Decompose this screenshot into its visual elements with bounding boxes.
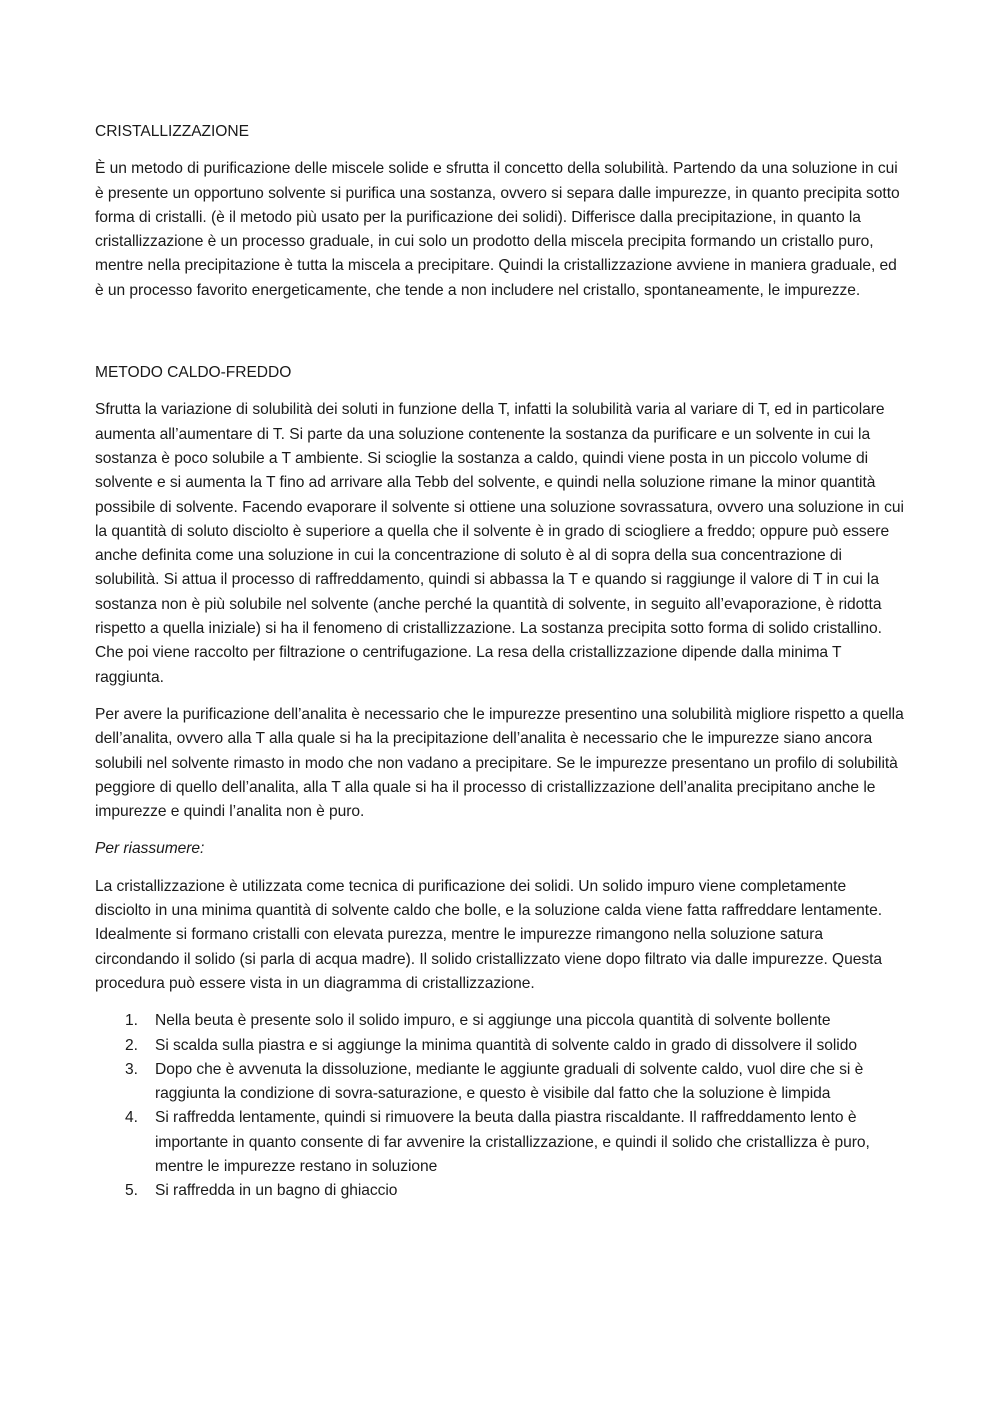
list-item-number: 3. [125, 1060, 138, 1078]
section-title-metodo-caldo-freddo: METODO CALDO-FREDDO [95, 364, 292, 382]
section-title-cristallizzazione: CRISTALLIZZAZIONE [95, 123, 249, 140]
list-item [95, 1009, 904, 1033]
list-item [95, 1179, 904, 1203]
list-item-text: Dopo che è avvenuta la dissoluzione, mediante le aggiunte graduali di solvente caldo, vuol dire che si è raggiunta la condizione di sovra-saturazione, e questo è visibile dal fatto che la soluzione è limpida [155, 1060, 864, 1103]
list-item [95, 1106, 904, 1179]
list-item-text: Si scalda sulla piastra e si aggiunge la minima quantità di solvente caldo in grado di dissolvere il solido [155, 1036, 857, 1054]
list-item-number: 2. [125, 1036, 138, 1054]
intro-paragraph: È un metodo di purificazione delle miscele solide e sfrutta il concetto della solubilità. Partendo da una soluzione in cui è presente un opportuno solvente si purifica una sostanza, ovvero si separa dalle impurezze, in quanto precipita sotto forma di cristalli. (è il metodo più usato per la purificazione dei solidi). Differisce dalla precipitazione, in quanto la cristallizzazione è un processo graduale, in cui solo un prodotto della miscela precipita formando un cristallo puro, mentre nella precipitazione è tutta la miscela a precipitare. Quindi la cristallizzazione avviene in maniera graduale, ed è un processo favorito energeticamente, che tende a non includere nel cristallo, spontaneamente, le impurezze. [95, 160, 900, 299]
list-item [95, 1058, 904, 1107]
list-item-text: Nella beuta è presente solo il solido impuro, e si aggiunge una piccola quantità di solvente bollente [155, 1012, 831, 1030]
list-item-text: Si raffredda lentamente, quindi si rimuovere la beuta dalla piastra riscaldante. Il raffreddamento lento è importante in quanto consente di far avvenire la cristallizzazione, e quindi il solido che cristallizza è puro, mentre le impurezze restano in soluzione [155, 1109, 870, 1175]
list-item [95, 1034, 904, 1058]
list-item-number: 1. [125, 1012, 138, 1030]
summary-label: Per riassumere: [95, 840, 205, 858]
section-gap [95, 316, 904, 361]
list-item-number: 5. [125, 1182, 138, 1200]
steps-list [95, 1009, 904, 1203]
summary-paragraph: La cristallizzazione è utilizzata come tecnica di purificazione dei solidi. Un solido impuro viene completamente disciolto in una minima quantità di solvente caldo che bolle, e la soluzione calda viene fatta raffreddare lentamente. Idealmente si formano cristalli con elevata purezza, mentre le impurezze rimangono nella soluzione satura circondando il solido (si parla di acqua madre). Il solido cristallizzato viene dopo filtrato via dalle impurezze. Questa procedura può essere vista in un diagramma di cristallizzazione. [95, 877, 883, 992]
list-item-number: 4. [125, 1109, 138, 1127]
purification-paragraph: Per avere la purificazione dell’analita è necessario che le impurezze presentino una solubilità migliore rispetto a quella dell’analita, ovvero alla T alla quale si ha la precipitazione dell’analita è necessario che le impurezze siano ancora solubili nel solvente rimasto in modo che non vadano a precipitare. Se le impurezze presentano un profilo di solubilità peggiore di quello dell’analita, alla T alla quale si ha il processo di cristallizzazione dell’analita precipitano anche le impurezze e quindi l’analita non è puro. [95, 705, 904, 821]
method-paragraph: Sfrutta la variazione di solubilità dei soluti in funzione della T, infatti la solubilità varia al variare di T, ed in particolare aumenta all’aumentare di T. Si parte da una soluzione contenente la sostanza da purificare e un solvente in cui la sostanza è poco solubile a T ambiente. Si scioglie la sostanza a caldo, quindi viene posta in un piccolo volume di solvente e si aumenta la T fino ad arrivare alla Tebb del solvente, e quindi nella soluzione rimane la minor quantità possibile di solvente. Facendo evaporare il solvente si ottiene una soluzione sovrassatura, ovvero una soluzione in cui la quantità di soluto disciolto è superiore a quella che il solvente è in grado di sciogliere a freddo; oppure può essere anche definita come una soluzione in cui la concentrazione di soluto è al di sopra della sua concentrazione di solubilità. Si attua il processo di raffreddamento, quindi si abbassa la T e quando si raggiunge il valore di T in cui la sostanza non è più solubile nel solvente (anche perché la quantità di solvente, in seguito all’evaporazione, è ridotta rispetto a quella iniziale) si ha il fenomeno di cristallizzazione. La sostanza precipita sotto forma di solido cristallino. Che poi viene raccolto per filtrazione o centrifugazione. La resa della cristallizzazione dipende dalla minima T raggiunta. [95, 401, 904, 686]
list-item-text: Si raffredda in un bagno di ghiaccio [155, 1182, 398, 1200]
